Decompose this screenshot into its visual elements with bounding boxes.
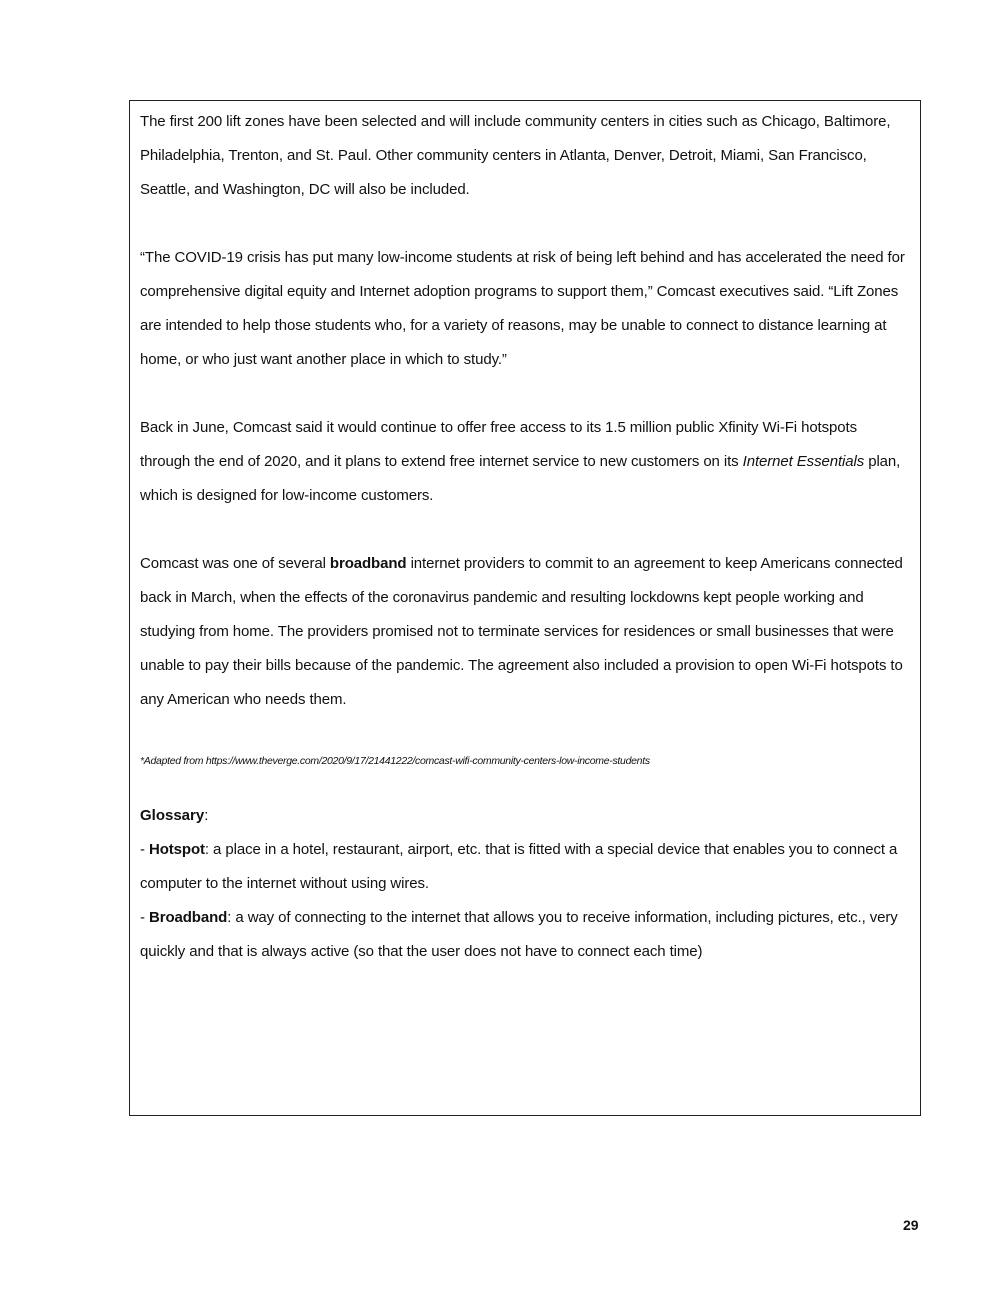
glossary-item-hotspot (140, 833, 906, 901)
paragraph-agreement-text-end: internet providers to commit to an agreement to keep Americans connected back in March, when the effects of the coronavirus pandemic and resulting lockdowns kept people working and studying from home. The providers promised not to terminate services for residences or small businesses that were unable to pay their bills because of the pandemic. The agreement also included a provision to open Wi-Fi hotspots to any American who needs them. (140, 555, 903, 708)
glossary-heading-label: Glossary (140, 807, 205, 824)
paragraph-june-text-end: plan, which is designed for low-income customers. (140, 453, 901, 504)
glossary-heading (140, 799, 906, 833)
glossary-definition-broadband: : a way of connecting to the internet that allows you to receive information, including pictures, etc., very quickly and that is always active (so that the user does not have to connect each time) (140, 909, 898, 960)
paragraph-agreement-text-start: Comcast was one of several (140, 555, 330, 572)
article-text-box (129, 100, 921, 1116)
paragraph-provider-agreement (140, 547, 906, 717)
glossary-item-prefix: - (140, 909, 149, 926)
glossary-item-prefix: - (140, 841, 149, 858)
paragraph-lift-zones: The first 200 lift zones have been selected and will include community centers in cities such as Chicago, Baltimore, Philadelphia, Trenton, and St. Paul. Other community centers in Atlanta, Denver, Detroit, Miami, San Francisco, Seattle, and Washington, DC will also be included. (140, 113, 891, 198)
paragraph-june-text-start: Back in June, Comcast said it would continue to offer free access to its 1.5 million public Xfinity Wi-Fi hotspots through the end of 2020, and it plans to extend free internet service to new customers on its (140, 419, 857, 470)
paragraph-covid-quote: “The COVID-19 crisis has put many low-income students at risk of being left behind and has accelerated the need for comprehensive digital equity and Internet adoption programs to support them,” Comcast executives said. “Lift Zones are intended to help those students who, for a variety of reasons, may be unable to connect to distance learning at home, or who just want another place in which to study.” (140, 249, 905, 368)
glossary-heading-colon: : (204, 807, 209, 824)
glossary-term-hotspot: Hotspot (148, 841, 205, 858)
source-attribution: *Adapted from https://www.theverge.com/2020/9/17/21441222/comcast-wifi-community-centers-low-income-students (140, 755, 650, 767)
internet-essentials-plan-name: Internet Essentials (742, 453, 865, 470)
glossary-definition-hotspot: : a place in a hotel, restaurant, airport, etc. that is fitted with a special device that enables you to connect a computer to the internet without using wires. (140, 841, 898, 892)
glossary-term-broadband: Broadband (148, 909, 228, 926)
paragraph-june-announcement (140, 411, 906, 513)
glossary-item-broadband (140, 901, 906, 969)
broadband-keyword: broadband (329, 555, 407, 572)
page-number: 29 (903, 1217, 919, 1233)
